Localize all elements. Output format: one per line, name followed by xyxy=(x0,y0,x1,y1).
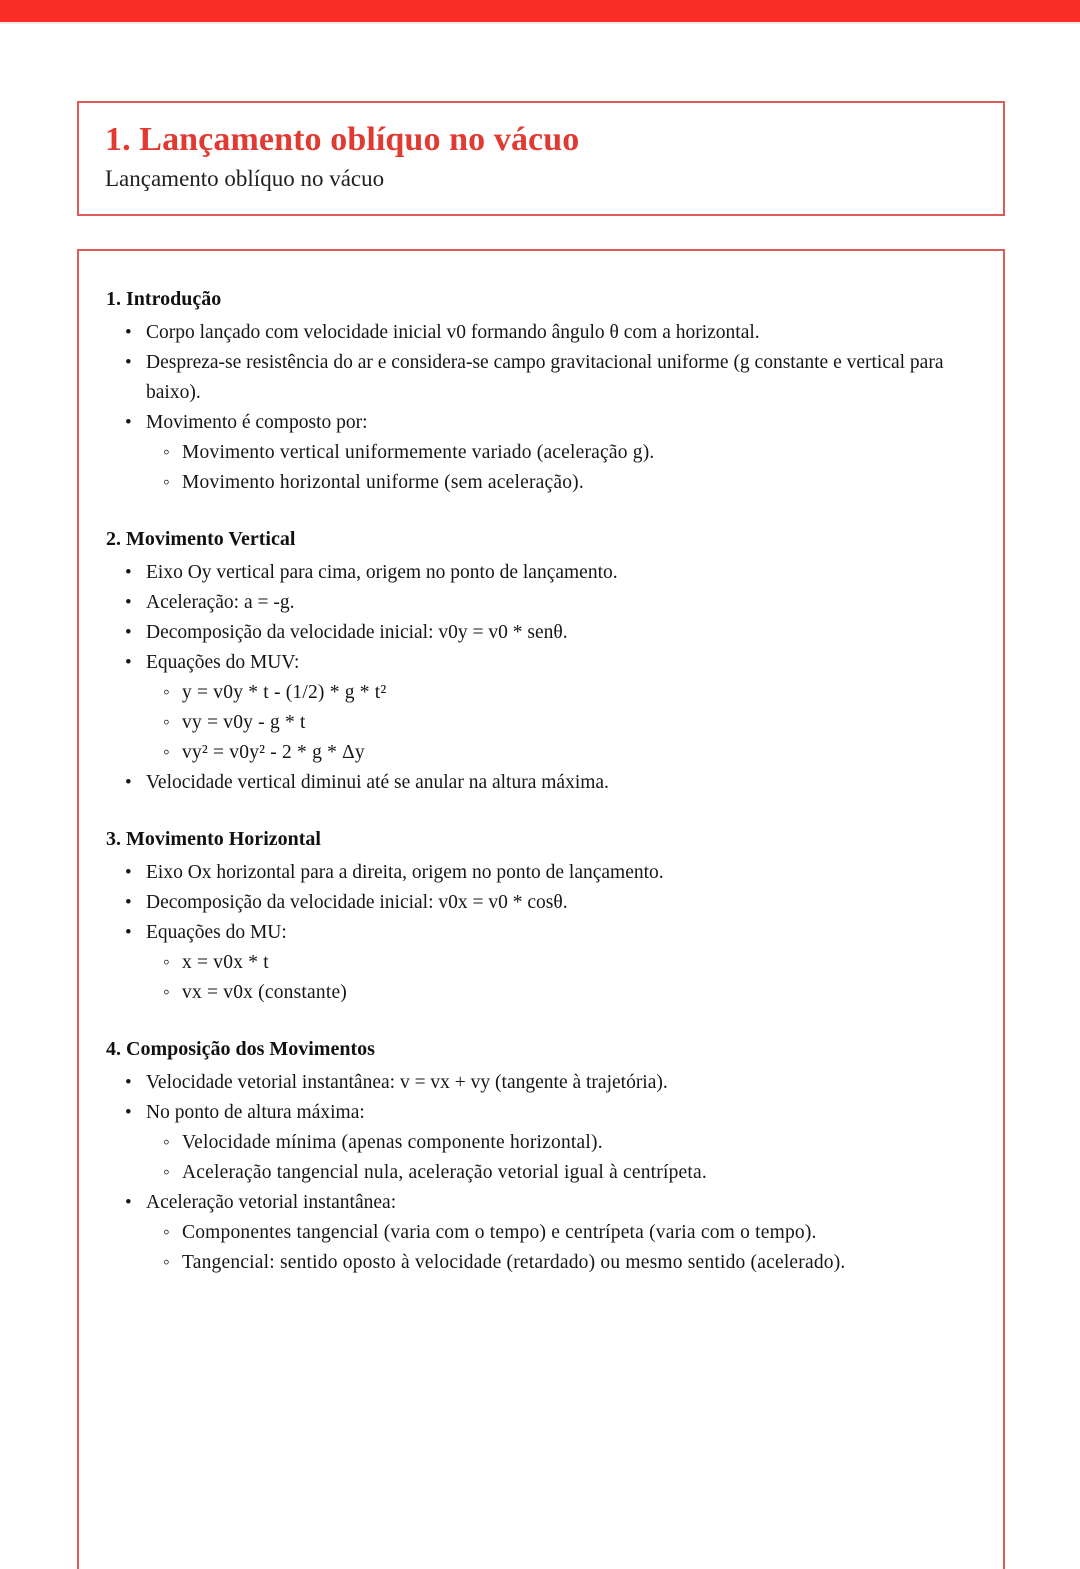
list-item xyxy=(106,618,977,648)
bullet-list xyxy=(106,318,977,498)
section-heading: 2. Movimento Vertical xyxy=(106,528,296,550)
list-item xyxy=(106,1188,977,1278)
list-item xyxy=(106,318,977,348)
list-item-text: Movimento é composto por: xyxy=(146,412,368,433)
document-body-card xyxy=(77,249,1005,1569)
list-item xyxy=(106,768,977,798)
list-item-text: Decomposição da velocidade inicial: v0x = v0 * cosθ. xyxy=(146,892,568,913)
sub-list-item: ◦ vy = v0y - g * t xyxy=(146,708,977,738)
list-item-text: Corpo lançado com velocidade inicial v0 formando ângulo θ com a horizontal. xyxy=(146,322,760,343)
document-header-card xyxy=(77,101,1005,216)
sub-list-item: ◦ Movimento vertical uniformemente variado (aceleração g). xyxy=(146,438,977,468)
document-section xyxy=(106,525,977,798)
sub-bullet-list xyxy=(146,1218,977,1278)
sub-list-item: ◦ Movimento horizontal uniforme (sem aceleração). xyxy=(146,468,977,498)
sub-list-item: ◦ y = v0y * t - (1/2) * g * t² xyxy=(146,678,977,708)
sub-bullet-list xyxy=(146,438,977,498)
list-item xyxy=(106,918,977,1008)
document-section xyxy=(106,285,977,498)
top-accent-bar xyxy=(0,0,1080,22)
list-item xyxy=(106,648,977,768)
page-subtitle: Lançamento oblíquo no vácuo xyxy=(105,166,385,192)
list-item xyxy=(106,408,977,498)
document-section xyxy=(106,825,977,1008)
sections-container xyxy=(106,285,977,1278)
document-section xyxy=(106,1035,977,1278)
list-item xyxy=(106,888,977,918)
sub-list-item: ◦ Componentes tangencial (varia com o tempo) e centrípeta (varia com o tempo). xyxy=(146,1218,977,1248)
list-item-text: Decomposição da velocidade inicial: v0y = v0 * senθ. xyxy=(146,622,568,643)
top-accent-bar-underline xyxy=(0,22,1080,24)
list-item-text: Despreza-se resistência do ar e considera-se campo gravitacional uniforme (g constante e vertical para baixo). xyxy=(146,352,944,403)
list-item-text: Aceleração vetorial instantânea: xyxy=(146,1192,397,1213)
bullet-list xyxy=(106,858,977,1008)
section-heading: 1. Introdução xyxy=(106,288,222,310)
section-heading: 4. Composição dos Movimentos xyxy=(106,1038,375,1060)
sub-list-item: ◦ vy² = v0y² - 2 * g * Δy xyxy=(146,738,977,768)
page-title: 1. Lançamento oblíquo no vácuo xyxy=(105,121,580,158)
list-item-text: Eixo Ox horizontal para a direita, origem no ponto de lançamento. xyxy=(146,862,664,883)
bullet-list xyxy=(106,1068,977,1278)
sub-bullet-list xyxy=(146,678,977,768)
sub-bullet-list xyxy=(146,1128,977,1188)
list-item xyxy=(106,348,977,408)
sub-bullet-list xyxy=(146,948,977,1008)
list-item xyxy=(106,858,977,888)
list-item xyxy=(106,588,977,618)
list-item-text: Equações do MUV: xyxy=(146,652,300,673)
list-item-text: Equações do MU: xyxy=(146,922,287,943)
bullet-list xyxy=(106,558,977,798)
sub-list-item: ◦ Tangencial: sentido oposto à velocidade (retardado) ou mesmo sentido (acelerado). xyxy=(146,1248,977,1278)
list-item-text: Aceleração: a = -g. xyxy=(146,592,295,613)
sub-list-item: ◦ Velocidade mínima (apenas componente horizontal). xyxy=(146,1128,977,1158)
list-item-text: Velocidade vertical diminui até se anular na altura máxima. xyxy=(146,772,609,793)
sub-list-item: ◦ vx = v0x (constante) xyxy=(146,978,977,1008)
list-item-text: Velocidade vetorial instantânea: v = vx + vy (tangente à trajetória). xyxy=(146,1072,668,1093)
section-heading: 3. Movimento Horizontal xyxy=(106,828,321,850)
list-item xyxy=(106,1068,977,1098)
list-item-text: Eixo Oy vertical para cima, origem no ponto de lançamento. xyxy=(146,562,618,583)
list-item xyxy=(106,558,977,588)
list-item xyxy=(106,1098,977,1188)
sub-list-item: ◦ x = v0x * t xyxy=(146,948,977,978)
list-item-text: No ponto de altura máxima: xyxy=(146,1102,365,1123)
sub-list-item: ◦ Aceleração tangencial nula, aceleração vetorial igual à centrípeta. xyxy=(146,1158,977,1188)
